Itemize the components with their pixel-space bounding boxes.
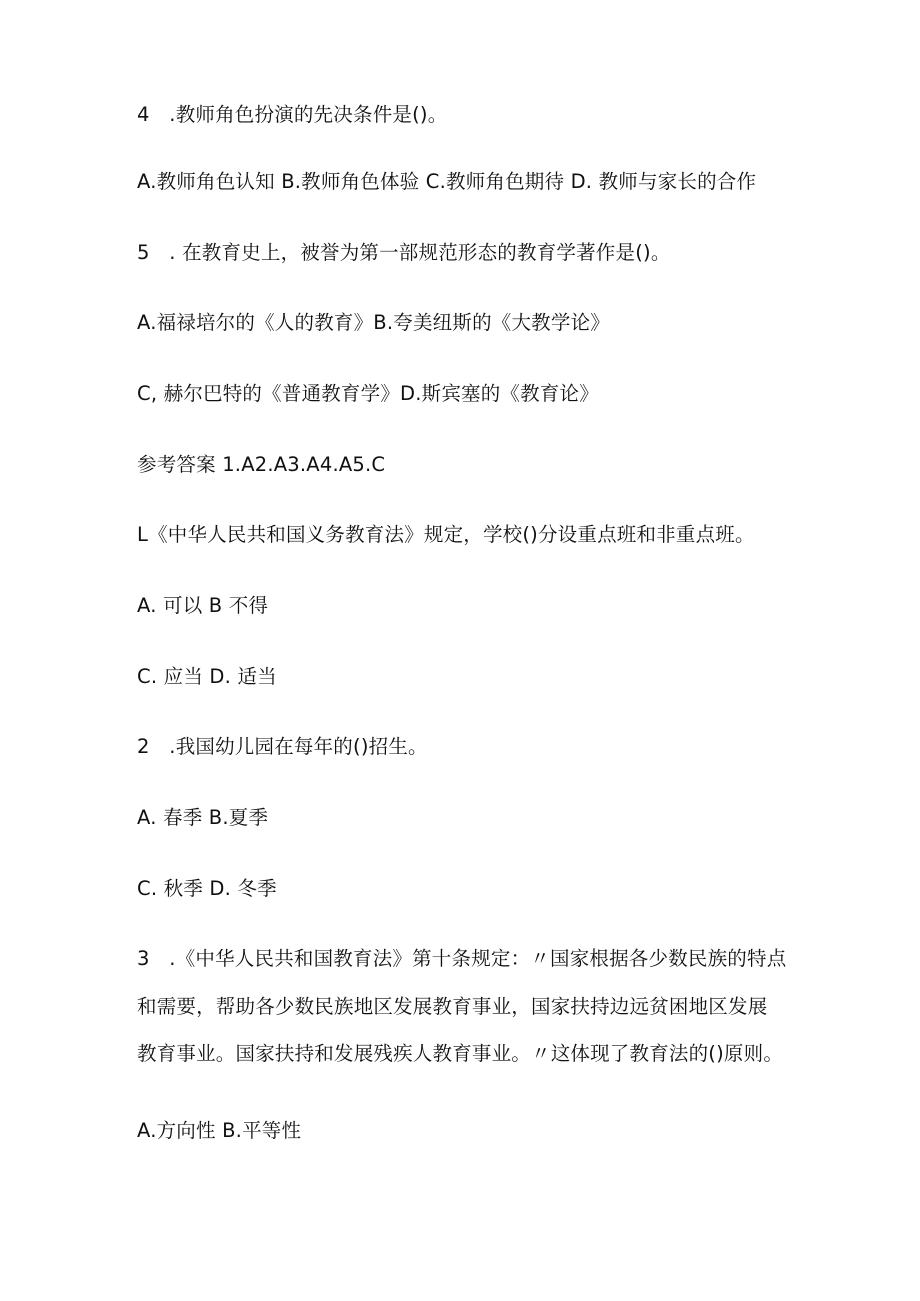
question-5-stem: 5 . 在教育史上，被誉为第一部规范形态的教育学著作是()。	[137, 241, 671, 264]
question-5-options-ab: A.福禄培尔的《人的教育》B.夸美纽斯的《大教学论》	[137, 311, 610, 334]
question-2-stem: 2 .我国幼儿园在每年的()招生。	[137, 735, 428, 758]
question-3-stem-line-3: 教育事业。国家扶持和发展残疾人教育事业。〃这体现了教育法的()原则。	[137, 1042, 784, 1065]
question-3-options-ab: A.方向性 B.平等性	[137, 1119, 302, 1142]
question-5-options-cd: C, 赫尔巴特的《普通教育学》D.斯宾塞的《教育论》	[137, 382, 599, 405]
answer-key: 参考答案 1.A2.A3.A4.A5.C	[137, 453, 386, 476]
question-2-options-ab: A. 春季 B.夏季	[137, 806, 269, 829]
question-1-options-ab: A. 可以 B 不得	[137, 594, 269, 617]
question-1-stem: L《中华人民共和国义务教育法》规定，学校()分设重点班和非重点班。	[137, 523, 755, 546]
question-3-stem-line-2: 和需要，帮助各少数民族地区发展教育事业，国家扶持边远贫困地区发展	[137, 995, 768, 1018]
question-2-options-cd: C. 秋季 D. 冬季	[137, 877, 277, 900]
question-3-stem-line-1: 3 .《中华人民共和国教育法》第十条规定：〃国家根据各少数民族的特点	[137, 947, 787, 970]
question-4-stem: 4 .教师角色扮演的先决条件是()。	[137, 103, 448, 126]
question-4-options: A.教师角色认知 B.教师角色体验 C.教师角色期待 D. 教师与家长的合作	[137, 170, 757, 193]
question-1-options-cd: C. 应当 D. 适当	[137, 665, 277, 688]
